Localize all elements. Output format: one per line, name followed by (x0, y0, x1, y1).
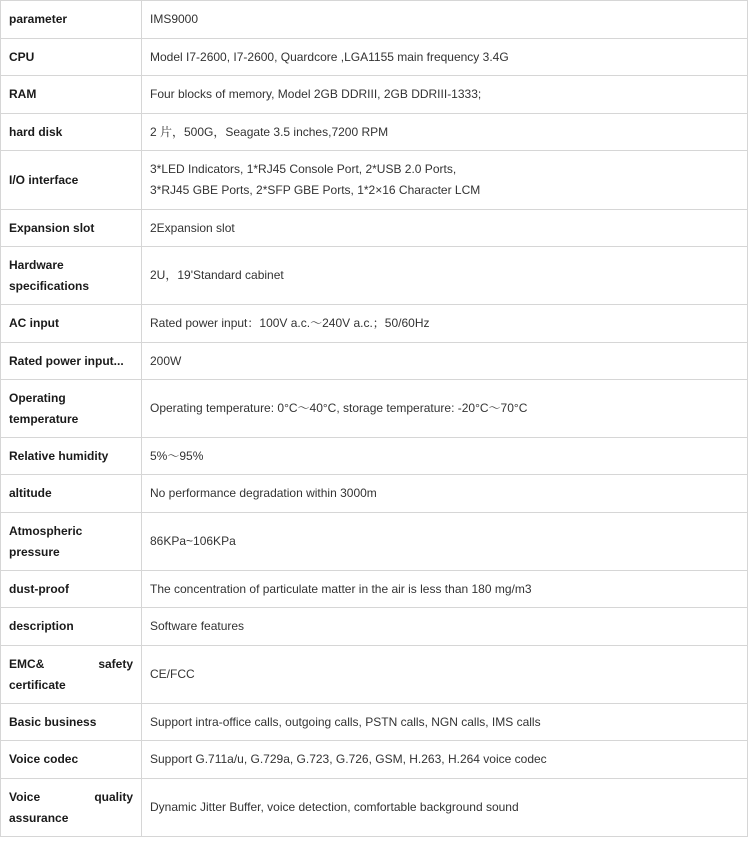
spec-value-cell (142, 343, 748, 380)
spec-value-cell (142, 210, 748, 247)
spec-label: Basic business (9, 714, 97, 729)
table-row (1, 39, 748, 76)
spec-label-cell (1, 247, 142, 305)
spec-label-line: specifications (9, 278, 90, 293)
table-row (1, 305, 748, 343)
spec-label-word: safety (98, 656, 133, 671)
spec-value-cell (142, 779, 748, 837)
table-row (1, 438, 748, 475)
table-row (1, 571, 748, 608)
spec-value-cell (142, 646, 748, 704)
spec-label-line: temperature (9, 411, 79, 426)
spec-label-cell (1, 380, 142, 438)
spec-value-line: 3*LED Indicators, 1*RJ45 Console Port, 2*USB 2.0 Ports, (150, 162, 457, 176)
table-row (1, 1, 748, 39)
spec-label-line: assurance (9, 810, 69, 825)
table-row (1, 741, 748, 779)
spec-table-body (1, 1, 748, 837)
spec-value-cell (142, 475, 748, 513)
spec-value-line: Software features (150, 619, 245, 633)
spec-value-line: 86KPa~106KPa (150, 534, 236, 548)
table-row (1, 475, 748, 513)
spec-label-line (9, 787, 133, 808)
table-row (1, 76, 748, 114)
spec-label: CPU (9, 49, 35, 64)
spec-label: RAM (9, 87, 37, 101)
spec-value-line: 2Expansion slot (150, 220, 235, 235)
spec-label-cell (1, 646, 142, 704)
spec-value-line: CE/FCC (150, 667, 195, 681)
spec-label-cell (1, 475, 142, 513)
table-row (1, 151, 748, 210)
spec-label-line (9, 654, 133, 675)
spec-label: parameter (9, 12, 68, 26)
table-row (1, 513, 748, 571)
spec-label-line: certificate (9, 677, 66, 692)
spec-value-cell (142, 114, 748, 151)
spec-value-cell (142, 39, 748, 76)
spec-value-cell (142, 305, 748, 343)
table-row (1, 779, 748, 837)
spec-label-cell (1, 438, 142, 475)
spec-value-line: Support intra-office calls, outgoing calls, PSTN calls, NGN calls, IMS calls (150, 714, 541, 729)
spec-value-cell (142, 438, 748, 475)
spec-label-cell (1, 76, 142, 114)
spec-label-line: pressure (9, 544, 60, 559)
spec-label-cell (1, 741, 142, 779)
spec-value-line: Rated power input：100V a.c.～240V a.c.；50/60Hz (150, 316, 430, 330)
spec-value-cell (142, 380, 748, 438)
spec-label-cell (1, 210, 142, 247)
spec-label-cell (1, 779, 142, 837)
spec-value-cell (142, 571, 748, 608)
spec-label-word: quality (94, 789, 133, 804)
spec-label-cell (1, 513, 142, 571)
spec-label-word: EMC& (9, 656, 45, 671)
spec-value-line: 5%～95% (150, 448, 204, 463)
spec-value-line: No performance degradation within 3000m (150, 486, 377, 500)
spec-value-line: Four blocks of memory, Model 2GB DDRIII, 2GB DDRIII-1333; (150, 87, 482, 101)
spec-label-cell (1, 343, 142, 380)
spec-label: Rated power input... (9, 353, 124, 368)
spec-value-line: Dynamic Jitter Buffer, voice detection, comfortable background sound (150, 800, 519, 814)
spec-label: Expansion slot (9, 220, 95, 235)
spec-value-cell (142, 513, 748, 571)
table-row (1, 646, 748, 704)
spec-value-cell (142, 704, 748, 741)
spec-label-line: Hardware (9, 257, 64, 272)
spec-label: Voice codec (9, 752, 79, 766)
spec-value-line: 2U，19'Standard cabinet (150, 268, 284, 282)
spec-value-cell (142, 741, 748, 779)
spec-value-line: 2 片，500G，Seagate 3.5 inches,7200 RPM (150, 124, 389, 139)
table-row (1, 704, 748, 741)
spec-value-line: Model I7-2600, I7-2600, Quardcore ,LGA1155 main frequency 3.4G (150, 49, 509, 64)
spec-value-cell (142, 608, 748, 646)
table-row (1, 343, 748, 380)
spec-label: I/O interface (9, 172, 79, 187)
spec-label: Relative humidity (9, 448, 109, 463)
spec-label-cell (1, 39, 142, 76)
spec-value-cell (142, 76, 748, 114)
spec-label: dust-proof (9, 581, 69, 596)
spec-value-line: 3*RJ45 GBE Ports, 2*SFP GBE Ports, 1*2×16 Character LCM (150, 183, 481, 197)
spec-label-cell (1, 608, 142, 646)
spec-value-cell (142, 151, 748, 210)
spec-value-line: 200W (150, 353, 182, 368)
table-row (1, 114, 748, 151)
spec-label-cell (1, 151, 142, 210)
spec-value-cell (142, 247, 748, 305)
spec-label-line: Operating (9, 390, 66, 405)
spec-value-cell (142, 1, 748, 39)
spec-label-word: Voice (9, 789, 41, 804)
spec-label-cell (1, 704, 142, 741)
table-row (1, 247, 748, 305)
spec-label-cell (1, 114, 142, 151)
spec-label: description (9, 619, 74, 633)
spec-value-line: Support G.711a/u, G.729a, G.723, G.726, GSM, H.263, H.264 voice codec (150, 752, 547, 766)
table-row (1, 380, 748, 438)
spec-label-cell (1, 1, 142, 39)
table-row (1, 210, 748, 247)
spec-label-cell (1, 305, 142, 343)
spec-label-cell (1, 571, 142, 608)
table-row (1, 608, 748, 646)
spec-label: AC input (9, 316, 59, 330)
spec-value-line: The concentration of particulate matter in the air is less than 180 mg/m3 (150, 581, 532, 596)
spec-label: altitude (9, 486, 52, 500)
spec-label: hard disk (9, 124, 63, 139)
spec-value-line: IMS9000 (150, 12, 199, 26)
spec-label-line: Atmospheric (9, 523, 83, 538)
spec-value-line: Operating temperature: 0°C～40°C, storage temperature: -20°C～70°C (150, 401, 528, 415)
